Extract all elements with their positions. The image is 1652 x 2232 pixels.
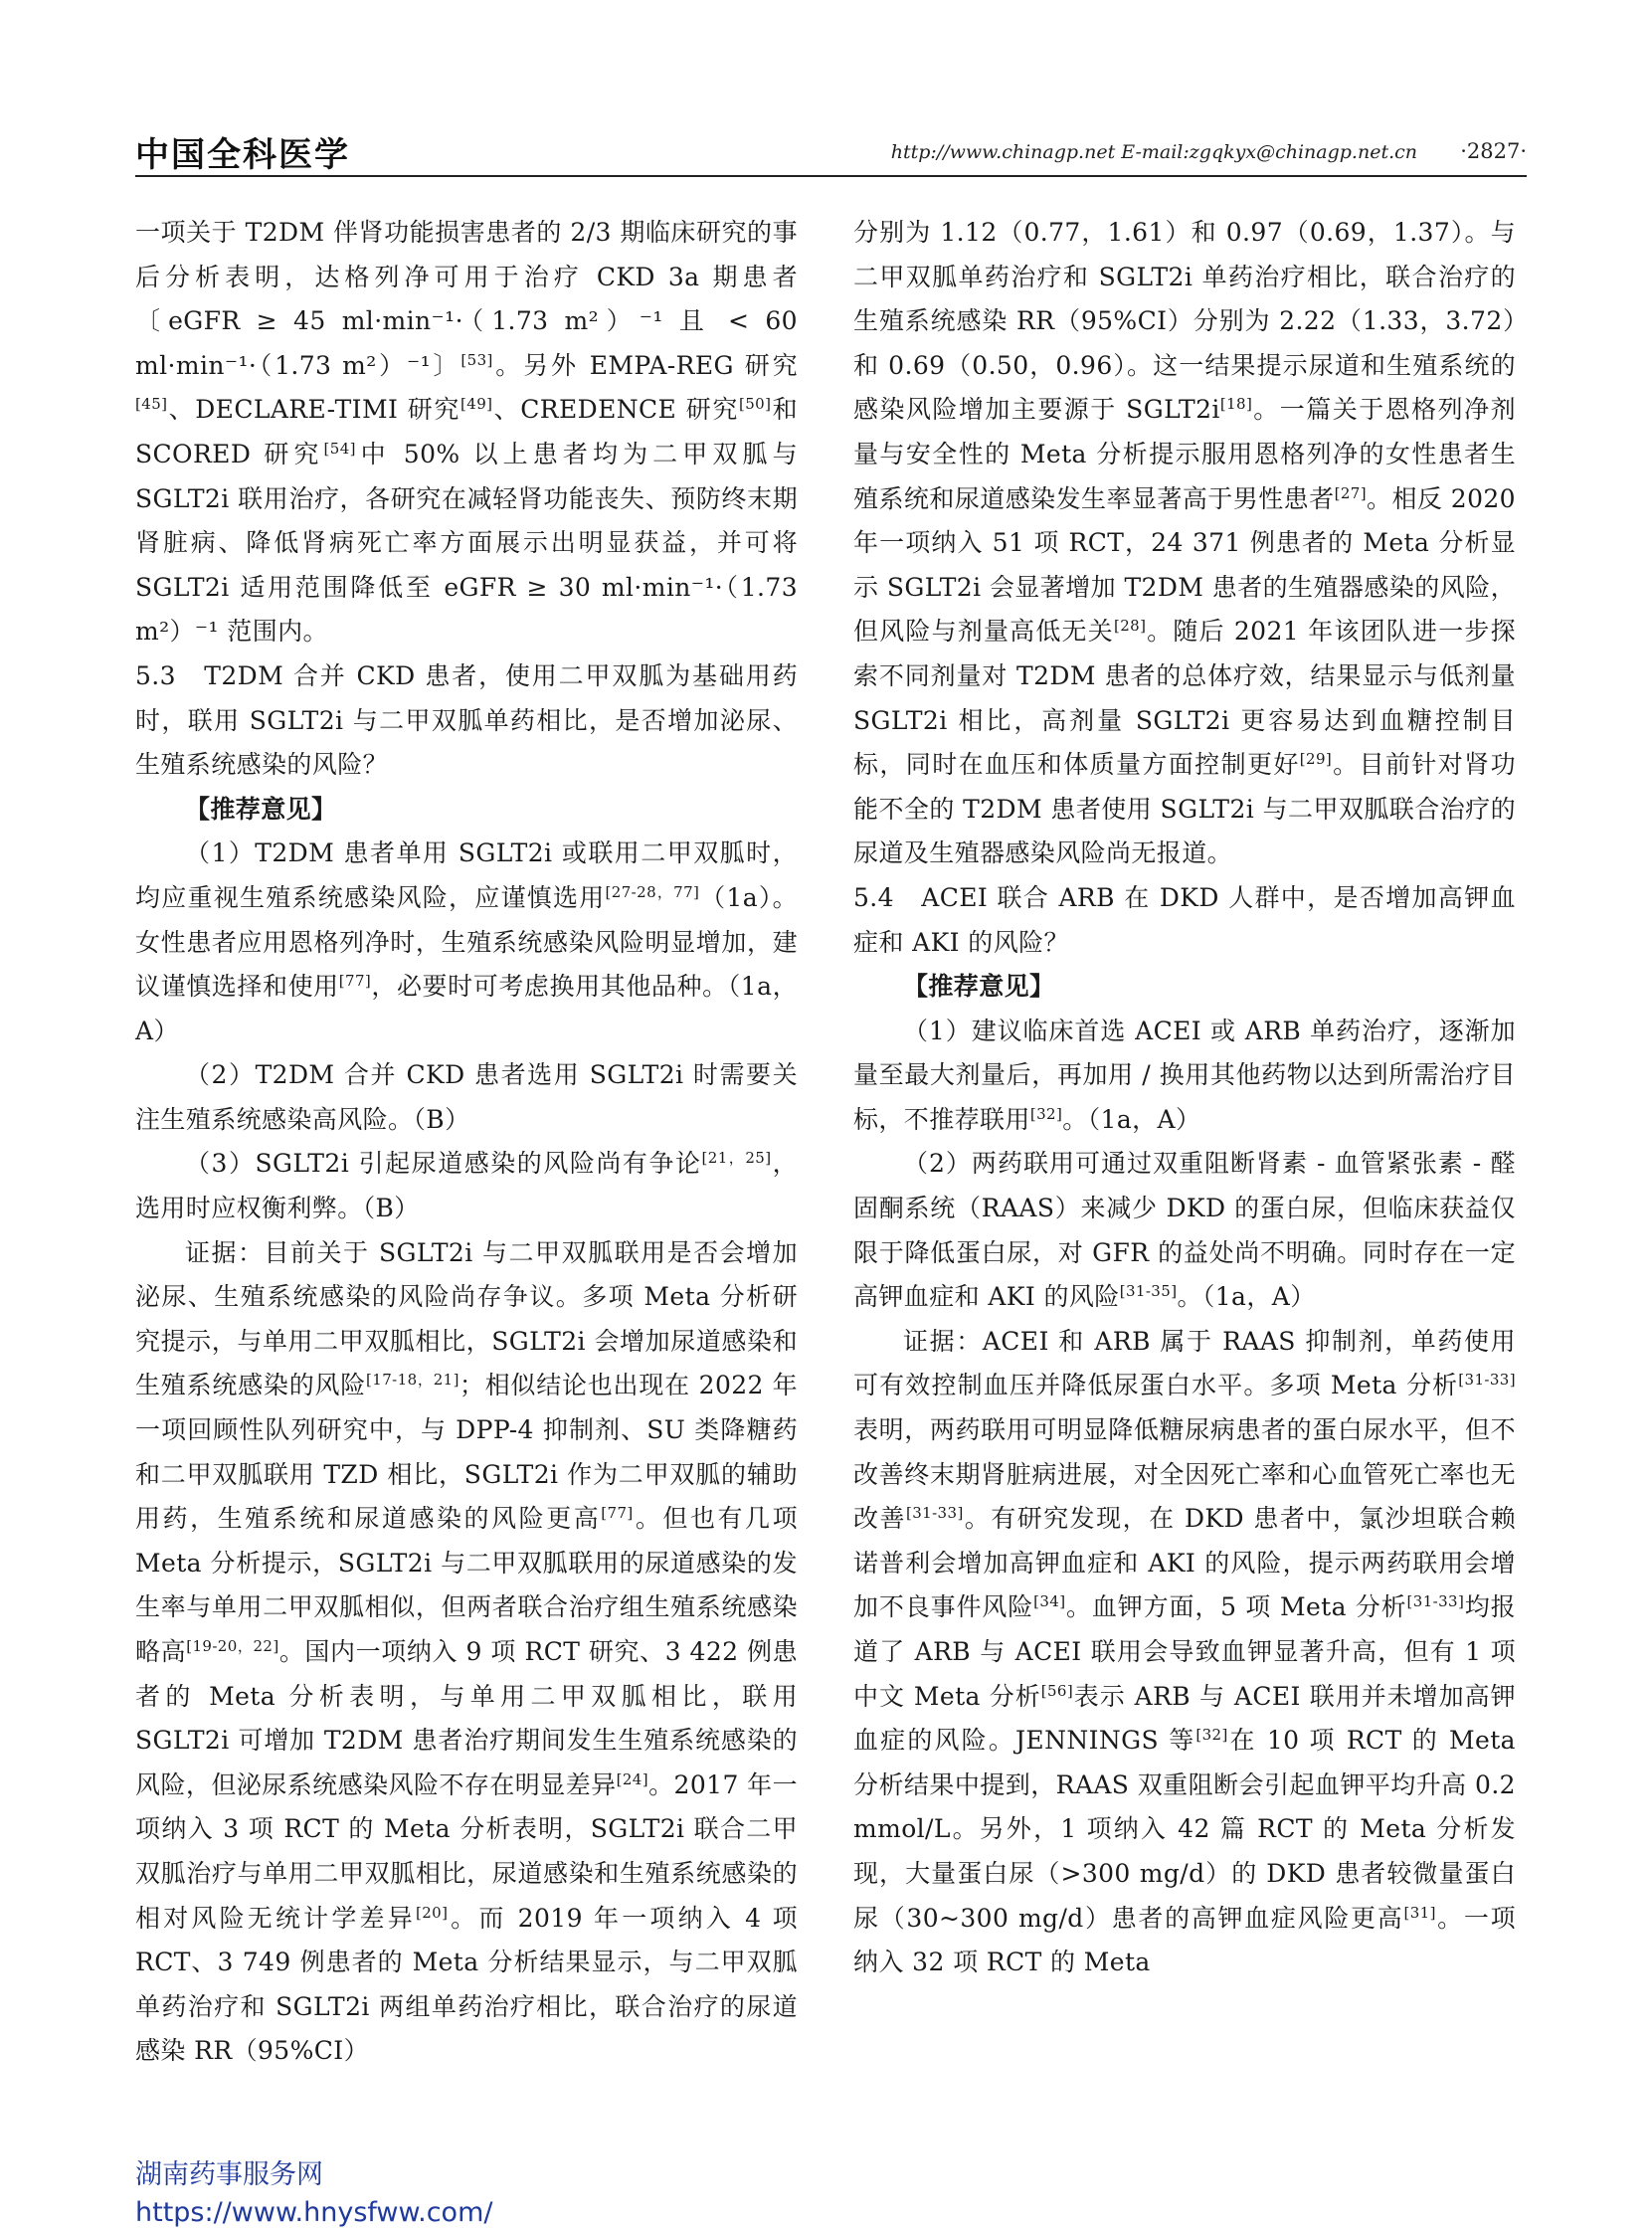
citation-ref[interactable]: [21，25]	[701, 1149, 772, 1168]
text-run: 。另外 EMPA-REG 研究	[492, 350, 798, 380]
section-question	[135, 654, 798, 788]
body-paragraph	[135, 1053, 798, 1142]
text-run: 。而 2019 年一项纳入 4 项 RCT、3 749 例患者的 Meta 分析结果显示，与二甲双胍单药治疗和 SGLT2i 两组单药治疗相比，联合治疗的尿道感染 RR（95%CI）	[135, 1903, 798, 2066]
section-question	[853, 876, 1516, 965]
text-run: 。但也有几项 Meta 分析提示，SGLT2i 与二甲双胍联用的尿道感染的发生率与单用二甲双胍相似，但两者联合治疗组生殖系统感染略高	[135, 1504, 798, 1666]
text-run: 。相反 2020 年一项纳入 51 项 RCT，24 371 例患者的 Meta 分析显示 SGLT2i 会显著增加 T2DM 患者的生殖器感染的风险，但风险与剂量高低无关	[853, 483, 1516, 647]
text-run: 。一项纳入 32 项 RCT 的 Meta	[853, 1903, 1516, 1977]
page-number: ·2827·	[1460, 139, 1527, 163]
site-name: 湖南药事服务网	[135, 2159, 323, 2190]
text-run: 一项关于 T2DM 伴肾功能损害患者的 2/3 期临床研究的事后分析表明，达格列净可用于治疗 CKD 3a 期患者〔eGFR ≥ 45 ml·min⁻¹·（1.73 m²）⁻¹ 且 < 60 ml·min⁻¹·（1.73 m²）⁻¹〕	[135, 218, 798, 380]
text-run: （2）T2DM 合并 CKD 患者选用 SGLT2i 时需要关注生殖系统感染高风险。（B）	[135, 1060, 798, 1134]
recommendation-heading	[853, 965, 1516, 1010]
citation-ref[interactable]: [27-28，77]	[605, 882, 700, 901]
right-column	[853, 211, 1516, 1985]
citation-ref[interactable]: [49]	[460, 395, 493, 414]
journal-title: 中国全科医学	[135, 135, 350, 175]
body-paragraph	[135, 832, 798, 1053]
body-paragraph	[853, 1010, 1516, 1143]
site-link[interactable]: https://www.hnysfww.com/	[135, 2197, 493, 2228]
text-run: 。随后 2021 年该团队进一步探索不同剂量对 T2DM 患者的总体疗效，结果显示与低剂量 SGLT2i 相比，高剂量 SGLT2i 更容易达到血糖控制目标，同时在血压和体质量方面控制更好	[853, 617, 1516, 780]
text-run: 、DECLARE-TIMI 研究	[167, 395, 461, 425]
text-run: （1）T2DM 患者单用 SGLT2i 或联用二甲双胍时，均应重视生殖系统感染风险，应谨慎选用	[135, 838, 798, 912]
citation-ref[interactable]: [27]	[1334, 483, 1367, 502]
text-run: 【推荐意见】	[903, 972, 1055, 1002]
text-run: ，选用时应权衡利弊。（B）	[135, 1149, 798, 1223]
text-run: 。血钾方面，5 项 Meta 分析	[1065, 1592, 1407, 1622]
citation-ref[interactable]: [19-20，22]	[186, 1637, 279, 1655]
text-run: （2）两药联用可通过双重阻断肾素 - 血管紧张素 - 醛固酮系统（RAAS）来减少 DKD 的蛋白尿，但临床获益仅限于降低蛋白尿，对 GFR 的益处尚不明确。同时存在一定高钾血症和 AKI 的风险	[853, 1149, 1516, 1312]
text-run: 分别为 1.12（0.77，1.61）和 0.97（0.69，1.37）。与二甲双胍单药治疗和 SGLT2i 单药治疗相比，联合治疗的生殖系统感染 RR（95%CI）分别为 2.22（1.33，3.72）和 0.69（0.50，0.96）。这一结果提示尿道和生殖系统的感染风险增加主要源于 SGLT2i	[853, 218, 1516, 425]
text-run: （1）建议临床首选 ACEI 或 ARB 单药治疗，逐渐加量至最大剂量后，再加用 / 换用其他药物以达到所需治疗目标，不推荐联用	[853, 1016, 1516, 1134]
body-paragraph	[853, 1142, 1516, 1319]
body-paragraph	[135, 211, 798, 654]
text-run: 。2017 年一项纳入 3 项 RCT 的 Meta 分析表明，SGLT2i 联合二甲双胍治疗与单用二甲双胍相比，尿道感染和生殖系统感染的相对风险无统计学差异	[135, 1769, 798, 1933]
citation-ref[interactable]: [31-35]	[1119, 1282, 1178, 1301]
journal-contact[interactable]: http://www.chinagp.net E-mail:zgqkyx@chinagp.net.cn	[890, 141, 1417, 163]
text-run: ；相似结论也出现在 2022 年一项回顾性队列研究中，与 DPP-4 抑制剂、SU 类降糖药和二甲双胍联用 TZD 相比，SGLT2i 作为二甲双胍的辅助用药，生殖系统和尿道感染的风险更高	[135, 1371, 798, 1534]
text-run: 。有研究发现，在 DKD 患者中，氯沙坦联合赖诺普利会增加高钾血症和 AKI 的风险，提示两药联用会增加不良事件风险	[853, 1504, 1516, 1622]
text-run: 。国内一项纳入 9 项 RCT 研究、3 422 例患者的 Meta 分析表明，与单用二甲双胍相比，联用 SGLT2i 可增加 T2DM 患者治疗期间发生生殖系统感染的风险，但泌尿系统感染风险不存在明显差异	[135, 1637, 798, 1799]
body-paragraph	[853, 1320, 1516, 1985]
recommendation-heading	[135, 788, 798, 833]
citation-ref[interactable]: [17-18，21]	[366, 1371, 459, 1390]
citation-ref[interactable]: [31-33]	[1458, 1371, 1516, 1390]
text-run: 。目前针对肾功能不全的 T2DM 患者使用 SGLT2i 与二甲双胍联合治疗的尿道及生殖器感染风险尚无报道。	[853, 750, 1516, 868]
citation-ref[interactable]: [50]	[738, 395, 772, 414]
citation-ref[interactable]: [77]	[601, 1504, 634, 1523]
citation-ref[interactable]: [29]	[1299, 750, 1333, 769]
page-header	[135, 125, 1527, 177]
citation-ref[interactable]: [28]	[1113, 617, 1147, 636]
citation-ref[interactable]: [20]	[415, 1903, 449, 1922]
body-paragraph	[853, 211, 1516, 876]
text-run: 表明，两药联用可明显降低糖尿病患者的蛋白尿水平，但不改善终末期肾脏病进展，对全因死亡率和心血管死亡率也无改善	[853, 1415, 1516, 1534]
text-run: 。（1a，A）	[1062, 1104, 1201, 1134]
citation-ref[interactable]: [31-33]	[905, 1504, 964, 1523]
text-run: 证据：目前关于 SGLT2i 与二甲双胍联用是否会增加泌尿、生殖系统感染的风险尚存争议。多项 Meta 分析研究提示，与单用二甲双胍相比，SGLT2i 会增加尿道感染和生殖系统感染的风险	[135, 1237, 798, 1400]
watermark-footer	[135, 2156, 492, 2232]
citation-ref[interactable]: [31-33]	[1406, 1592, 1465, 1611]
citation-ref[interactable]: [45]	[135, 395, 168, 414]
citation-ref[interactable]: [32]	[1029, 1104, 1063, 1123]
citation-ref[interactable]: [24]	[616, 1769, 649, 1788]
text-run: 表示 ARB 与 ACEI 联用并未增加高钾血症的风险。JENNINGS 等	[853, 1681, 1516, 1756]
text-run: （1a）。女性患者应用恩格列净时，生殖系统感染风险明显增加，建议谨慎选择和使用	[135, 882, 798, 1002]
text-run: 。（1a，A）	[1177, 1282, 1316, 1312]
left-column	[135, 211, 798, 2074]
body-paragraph	[135, 1142, 798, 1230]
citation-ref[interactable]: [18]	[1219, 395, 1253, 414]
text-run: 【推荐意见】	[185, 794, 337, 824]
body-paragraph	[135, 1231, 798, 2074]
text-run: 。一篇关于恩格列净剂量与安全性的 Meta 分析提示服用恩格列净的女性患者生殖系统和尿道感染发生率显著高于男性患者	[853, 395, 1516, 513]
citation-ref[interactable]: [53]	[460, 350, 493, 369]
citation-ref[interactable]: [34]	[1033, 1592, 1066, 1611]
text-run: （3）SGLT2i 引起尿道感染的风险尚有争论	[185, 1149, 702, 1179]
text-run: 均报道了 ARB 与 ACEI 联用会导致血钾显著升高，但有 1 项中文 Meta 分析	[853, 1592, 1516, 1711]
text-run: 中 50% 以上患者均为二甲双胍与 SGLT2i 联用治疗，各研究在减轻肾功能丧失、预防终末期肾脏病、降低肾病死亡率方面展示出明显获益，并可将 SGLT2i 适用范围降低至 eGFR ≥ 30 ml·min⁻¹·（1.73 m²）⁻¹ 范围内。	[135, 439, 798, 647]
text-run: ，必要时可考虑换用其他品种。（1a，A）	[135, 972, 798, 1045]
citation-ref[interactable]: [77]	[338, 972, 372, 991]
text-run: 5.3 T2DM 合并 CKD 患者，使用二甲双胍为基础用药时，联用 SGLT2i 与二甲双胍单药相比，是否增加泌尿、生殖系统感染的风险？	[135, 660, 798, 780]
text-run: 、CREDENCE 研究	[492, 395, 739, 425]
text-run: 证据：ACEI 和 ARB 属于 RAAS 抑制剂，单药使用可有效控制血压并降低尿蛋白水平。多项 Meta 分析	[853, 1326, 1516, 1400]
text-run: 在 10 项 RCT 的 Meta 分析结果中提到，RAAS 双重阻断会引起血钾平均升高 0.2 mmol/L。另外，1 项纳入 42 篇 RCT 的 Meta 分析发现，大量蛋白尿（>300 mg/d）的 DKD 患者较微量蛋白尿（30~300 mg/d）患者的高钾血症风险更高	[853, 1726, 1516, 1933]
citation-ref[interactable]: [54]	[323, 439, 356, 458]
text-run: 5.4 ACEI 联合 ARB 在 DKD 人群中，是否增加高钾血症和 AKI 的风险？	[853, 882, 1516, 957]
citation-ref[interactable]: [32]	[1195, 1726, 1228, 1745]
text-run: 和 SCORED 研究	[135, 395, 799, 468]
citation-ref[interactable]: [31]	[1403, 1903, 1436, 1922]
citation-ref[interactable]: [56]	[1040, 1681, 1074, 1700]
